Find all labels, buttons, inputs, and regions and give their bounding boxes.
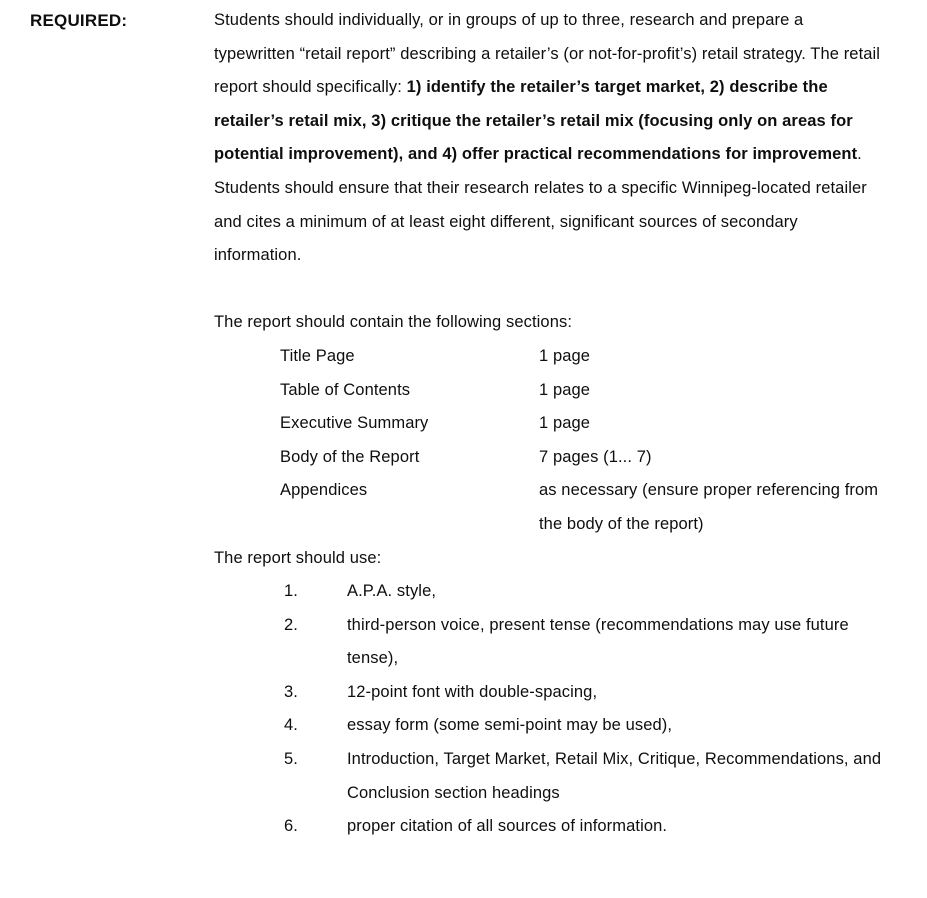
requirement-item [214, 609, 888, 676]
section-pages: 1 page [539, 380, 591, 399]
section-name: Executive Summary [280, 414, 429, 433]
required-paragraph [214, 4, 888, 273]
section-pages: as necessary (ensure proper referencing from the body of the report) [539, 481, 879, 533]
requirement-text: Introduction, Target Market, Retail Mix, Critique, Recommendations, and Conclusion section headings [347, 750, 882, 802]
requirement-item [214, 810, 888, 844]
section-pages: 1 page [539, 346, 591, 365]
requirement-text: 12-point font with double-spacing, [347, 682, 598, 701]
section-row [214, 374, 888, 408]
requirements-list [214, 575, 888, 844]
section-row [214, 474, 888, 541]
section-row [214, 340, 888, 374]
requirement-number: 3. [284, 682, 298, 701]
requirement-item [214, 676, 888, 710]
requirement-item [214, 575, 888, 609]
section-row [214, 407, 888, 441]
paragraph-segment: Students should individually, or in groups of up to three, research and prepare a typewritten “retail report” describing a retailer’s (or not-for-profit’s) retail strategy. The retail report should specifically: [214, 11, 881, 97]
section-row [214, 441, 888, 475]
requirement-number: 6. [284, 817, 298, 836]
section-name: Appendices [280, 481, 368, 500]
required-label: REQUIRED: [30, 11, 128, 30]
section-name: Table of Contents [280, 380, 411, 399]
requirement-text: proper citation of all sources of information. [347, 817, 668, 836]
section-pages: 1 page [539, 414, 591, 433]
requirement-item [214, 709, 888, 743]
required-content [214, 4, 888, 844]
requirement-item [214, 743, 888, 810]
paragraph-segment: . Students should ensure that their research relates to a specific Winnipeg-located retailer and cites a minimum of at least eight different, significant sources of secondary information. [214, 145, 867, 265]
requirement-text: third-person voice, present tense (recommendations may use future tense), [347, 615, 849, 668]
bold-requirements-segment: 1) identify the retailer’s target market, 2) describe the retailer’s retail mix, 3) critique the retailer’s retail mix (focusing only on areas for potential improvement), and 4) offer practical recommendations for improvement [214, 78, 858, 164]
section-name: Title Page [280, 346, 355, 365]
use-intro: The report should use: [214, 548, 382, 567]
requirement-number: 1. [284, 582, 298, 601]
requirement-text: A.P.A. style, [347, 582, 437, 601]
requirement-text: essay form (some semi-point may be used), [347, 716, 673, 735]
requirement-number: 4. [284, 716, 298, 735]
section-name: Body of the Report [280, 447, 420, 466]
sections-table [214, 340, 888, 542]
required-block [0, 4, 927, 844]
sections-intro: The report should contain the following sections: [214, 313, 573, 332]
requirement-number: 2. [284, 615, 298, 634]
section-pages: 7 pages (1... 7) [539, 447, 652, 466]
requirement-number: 5. [284, 750, 298, 769]
